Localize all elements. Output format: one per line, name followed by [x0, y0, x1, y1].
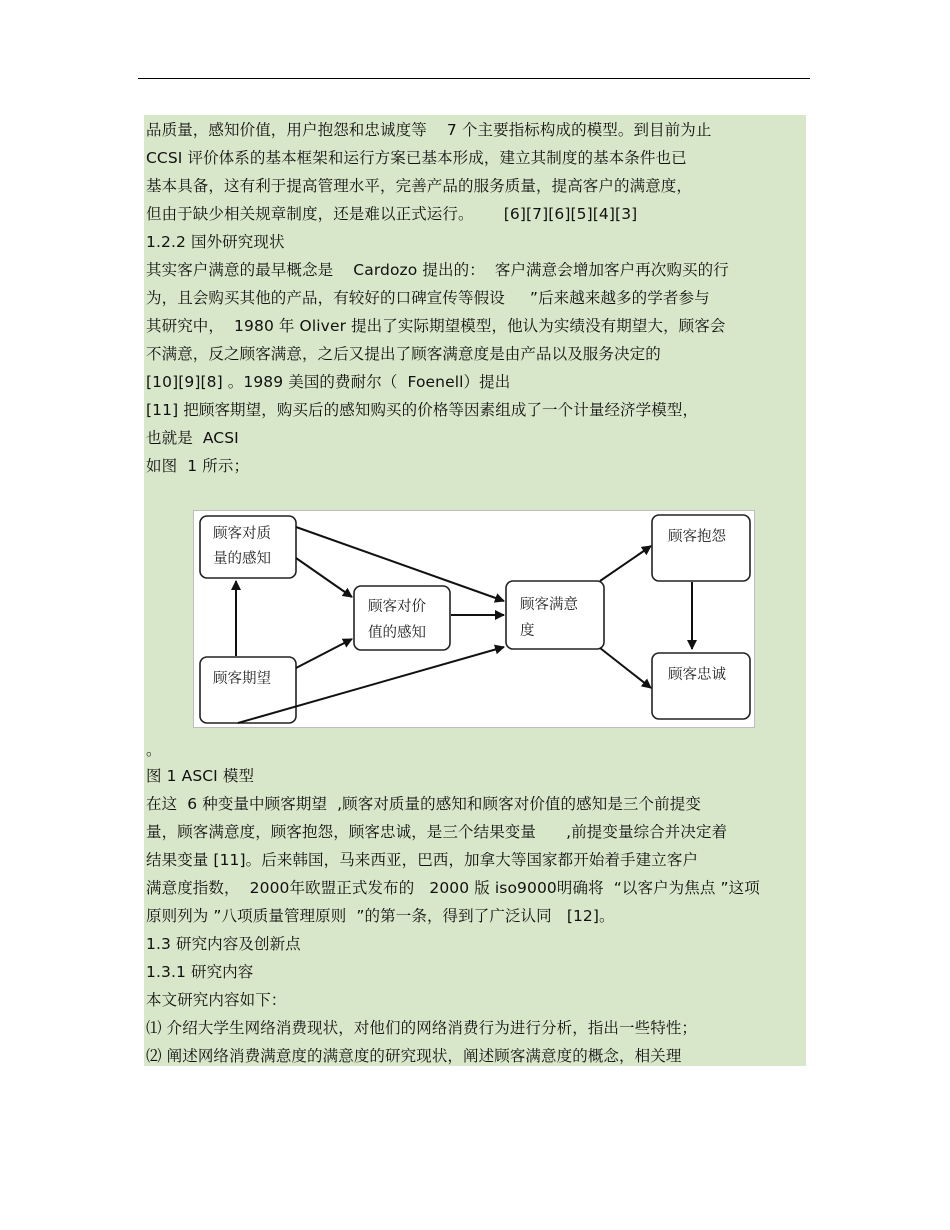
- text-line: 在这 6 种变量中顾客期望 ,顾客对质量的感知和顾客对价值的感知是三个前提变: [146, 795, 701, 813]
- node-complaint-label: 顾客抱怨: [668, 529, 726, 545]
- node-value-label-2: 值的感知: [368, 625, 426, 641]
- node-quality-label-1: 顾客对质: [213, 526, 271, 542]
- node-complaint: [652, 515, 750, 581]
- text-line: 基本具备，这有利于提高管理水平，完善产品的服务质量，提高客户的满意度，: [146, 177, 693, 195]
- node-expectation-label: 顾客期望: [213, 671, 271, 687]
- text-line: CCSI 评价体系的基本框架和运行方案已基本形成，建立其制度的基本条件也已: [146, 149, 687, 167]
- text-line: 。: [146, 741, 162, 759]
- acsi-model-figure: [193, 510, 755, 728]
- node-satisfaction: [506, 581, 604, 649]
- text-line: 本文研究内容如下：: [146, 991, 287, 1009]
- text-line: [11] 把顾客期望，购买后的感知购买的价格等因素组成了一个计量经济学模型，: [146, 401, 699, 419]
- node-value-label-1: 顾客对价: [368, 599, 426, 615]
- list-item: ⑵ 阐述网络消费满意度的满意度的研究现状，阐述顾客满意度的概念，相关理: [146, 1047, 682, 1065]
- node-quality-label-2: 量的感知: [213, 551, 271, 567]
- arrow-satisfaction-to-complaint: [600, 546, 651, 581]
- list-item: ⑴ 介绍大学生网络消费现状，对他们的网络消费行为进行分析，指出一些特性；: [146, 1019, 698, 1037]
- section-heading: 1.3 研究内容及创新点: [146, 935, 301, 953]
- text-line: 满意度指数， 2000年欧盟正式发布的 2000 版 iso9000明确将 “以客户为焦点 ”这项: [146, 879, 760, 897]
- text-line: 但由于缺少相关规章制度，还是难以正式运行。 [6][7][6][5][4][3]: [146, 205, 638, 223]
- text-line: 为，且会购买其他的产品，有较好的口碑宣传等假设 ”后来越来越多的学者参与: [146, 289, 710, 307]
- header-rule: [138, 78, 810, 79]
- figure-caption: 图 1 ASCI 模型: [146, 767, 255, 785]
- node-loyalty: [652, 653, 750, 719]
- node-satisfaction-label-2: 度: [520, 623, 535, 639]
- text-line: 不满意，反之顾客满意，之后又提出了顾客满意度是由产品以及服务决定的: [146, 345, 661, 363]
- node-value: [354, 586, 450, 650]
- node-satisfaction-label-1: 顾客满意: [520, 597, 578, 613]
- text-line: 其研究中， 1980 年 Oliver 提出了实际期望模型，他认为实绩没有期望大，顾客会: [146, 317, 726, 335]
- node-quality: [200, 516, 296, 578]
- node-loyalty-label: 顾客忠诚: [668, 667, 726, 683]
- section-heading: 1.2.2 国外研究现状: [146, 233, 285, 251]
- section-heading: 1.3.1 研究内容: [146, 963, 254, 981]
- text-line: 品质量，感知价值，用户抱怨和忠诚度等 7 个主要指标构成的模型。到目前为止: [146, 121, 712, 139]
- text-line: 原则列为 ”八项质量管理原则 ”的第一条，得到了广泛认同 [12]。: [146, 907, 615, 925]
- text-line: 其实客户满意的最早概念是 Cardozo 提出的： 客户满意会增加客户再次购买的行: [146, 261, 729, 279]
- arrow-expectation-to-value: [296, 639, 352, 668]
- text-line: 也就是 ACSI: [146, 429, 239, 447]
- text-line: [10][9][8] 。1989 美国的费耐尔（ Foenell）提出: [146, 373, 511, 391]
- text-line: 量，顾客满意度，顾客抱怨，顾客忠诚，是三个结果变量 ,前提变量综合并决定着: [146, 823, 728, 841]
- text-line: 结果变量 [11]。后来韩国，马来西亚，巴西，加拿大等国家都开始着手建立客户: [146, 851, 699, 869]
- arrow-satisfaction-to-loyalty: [600, 648, 651, 688]
- text-line: 如图 1 所示；: [146, 457, 250, 475]
- acsi-diagram: [194, 511, 754, 727]
- node-expectation: [200, 657, 296, 723]
- arrow-quality-to-value: [296, 558, 352, 597]
